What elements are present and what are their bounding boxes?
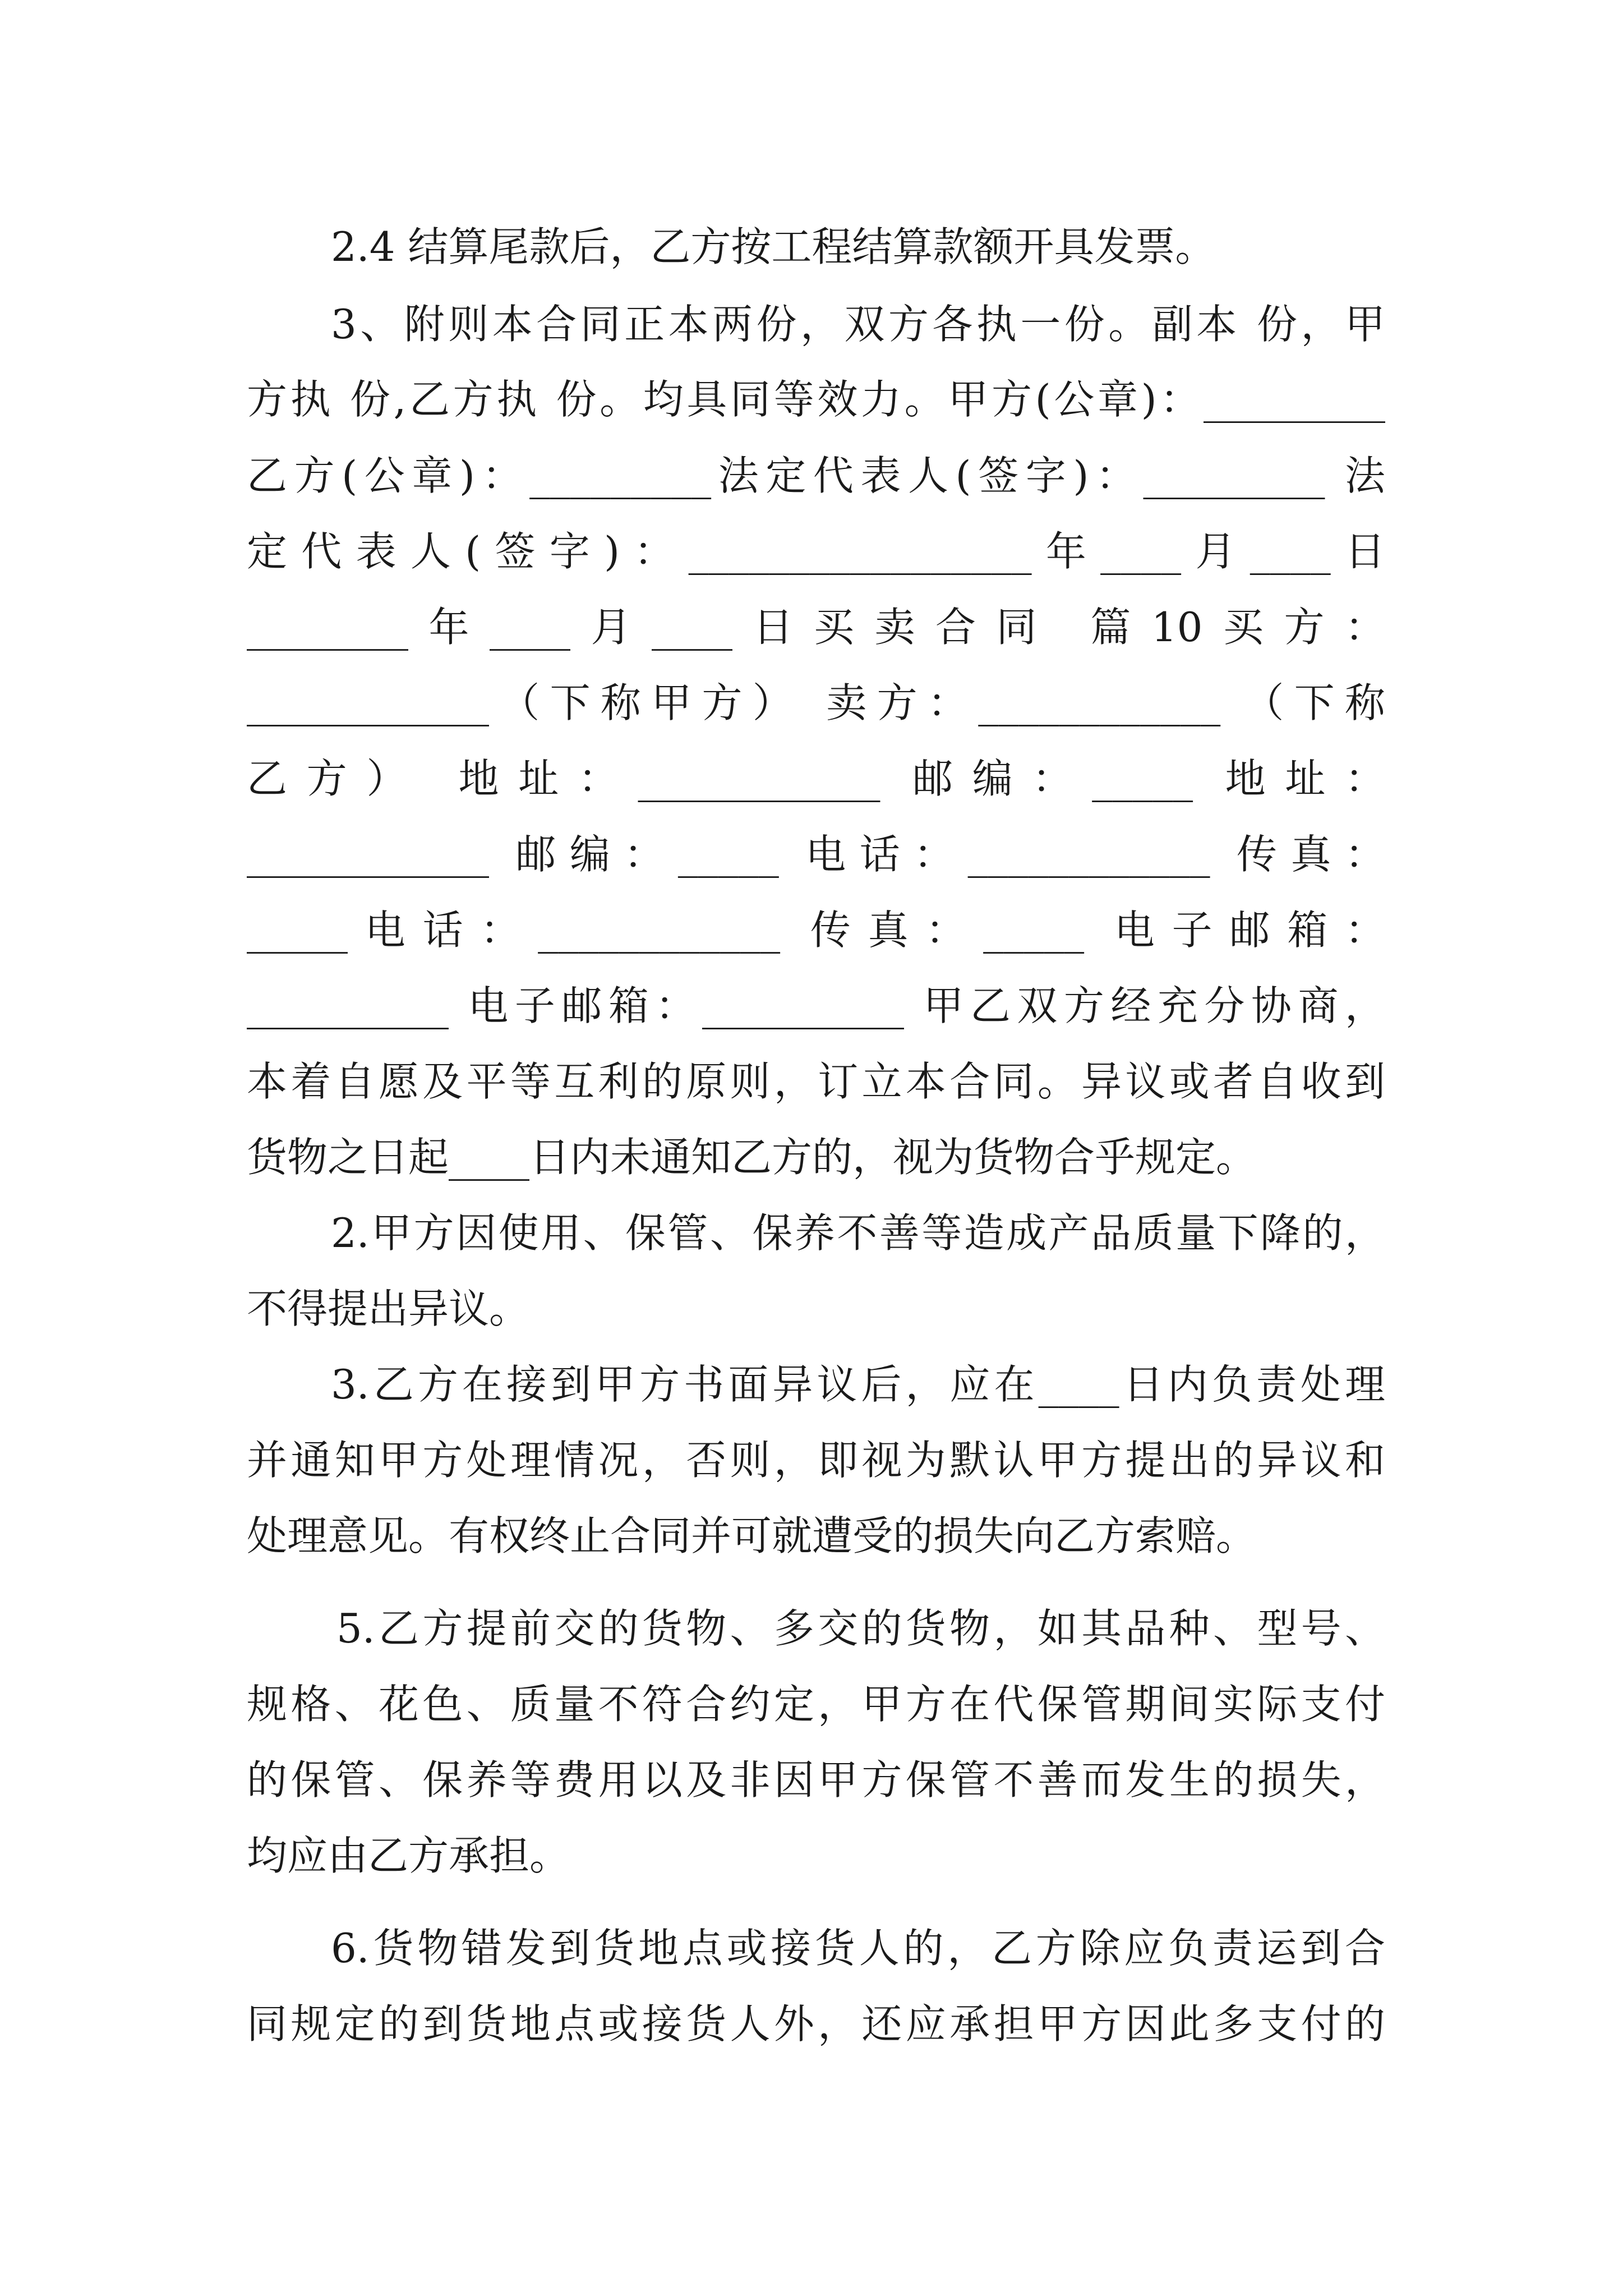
text-line-1: 2.4 结算尾款后，乙方按工程结算款额开具发票。 [331, 223, 1216, 270]
text-line-11: __________ 电子邮箱：__________ 甲乙双方经充分协商， [247, 982, 1385, 1029]
text-line-23: 6.货物错发到货地点或接货人的，乙方除应负责运到合 [331, 1925, 1385, 1972]
text-line-18: 处理意见。有权终止合同并可就遭受的损失向乙方索赔。 [247, 1512, 1257, 1559]
text-line-17: 并通知甲方处理情况，否则，即视为默认甲方提出的异议和 [247, 1437, 1385, 1484]
text-line-21: 的保管、保养等费用以及非因甲方保管不善而发生的损失， [247, 1756, 1385, 1803]
text-line-15: 不得提出异议。 [247, 1285, 530, 1332]
text-line-19: 5.乙方提前交的货物、多交的货物，如其品种、型号、 [336, 1605, 1385, 1652]
text-line-14: 2.甲方因使用、保管、保养不善等造成产品质量下降的， [331, 1209, 1385, 1257]
text-line-6: ________年____月____日买卖合同 篇10买方： [247, 604, 1385, 651]
text-line-22: 均应由乙方承担。 [247, 1832, 570, 1879]
text-line-8: 乙方） 地址：____________ 邮编：_____ 地址： [247, 755, 1385, 802]
text-line-10: _____电话：____________ 传真：_____ 电子邮箱： [247, 907, 1385, 954]
text-line-24: 同规定的到货地点或接货人外，还应承担甲方因此多支付的 [247, 2000, 1385, 2047]
text-line-13: 货物之日起____日内未通知乙方的，视为货物合乎规定。 [247, 1134, 1257, 1181]
text-line-7: ____________（下称甲方） 卖方：____________ （下称 [247, 679, 1385, 726]
text-line-12: 本着自愿及平等互利的原则，订立本合同。异议或者自收到 [247, 1058, 1385, 1105]
text-line-5: 定代表人(签字)：_________________年____月____日 [247, 528, 1385, 575]
text-line-3: 方执 份,乙方执 份。均具同等效力。甲方(公章)：_________ [247, 376, 1385, 423]
text-line-2: 3、附则本合同正本两份，双方各执一份。副本 份，甲 [331, 301, 1385, 348]
text-line-9: ____________ 邮编：_____ 电话：____________ 传真： [247, 831, 1385, 878]
text-line-16: 3.乙方在接到甲方书面异议后，应在____日内负责处理 [331, 1361, 1385, 1408]
text-line-20: 规格、花色、质量不符合约定，甲方在代保管期间实际支付 [247, 1681, 1385, 1728]
text-line-4: 乙方(公章)：_________法定代表人(签字)：_________ 法 [247, 452, 1385, 499]
